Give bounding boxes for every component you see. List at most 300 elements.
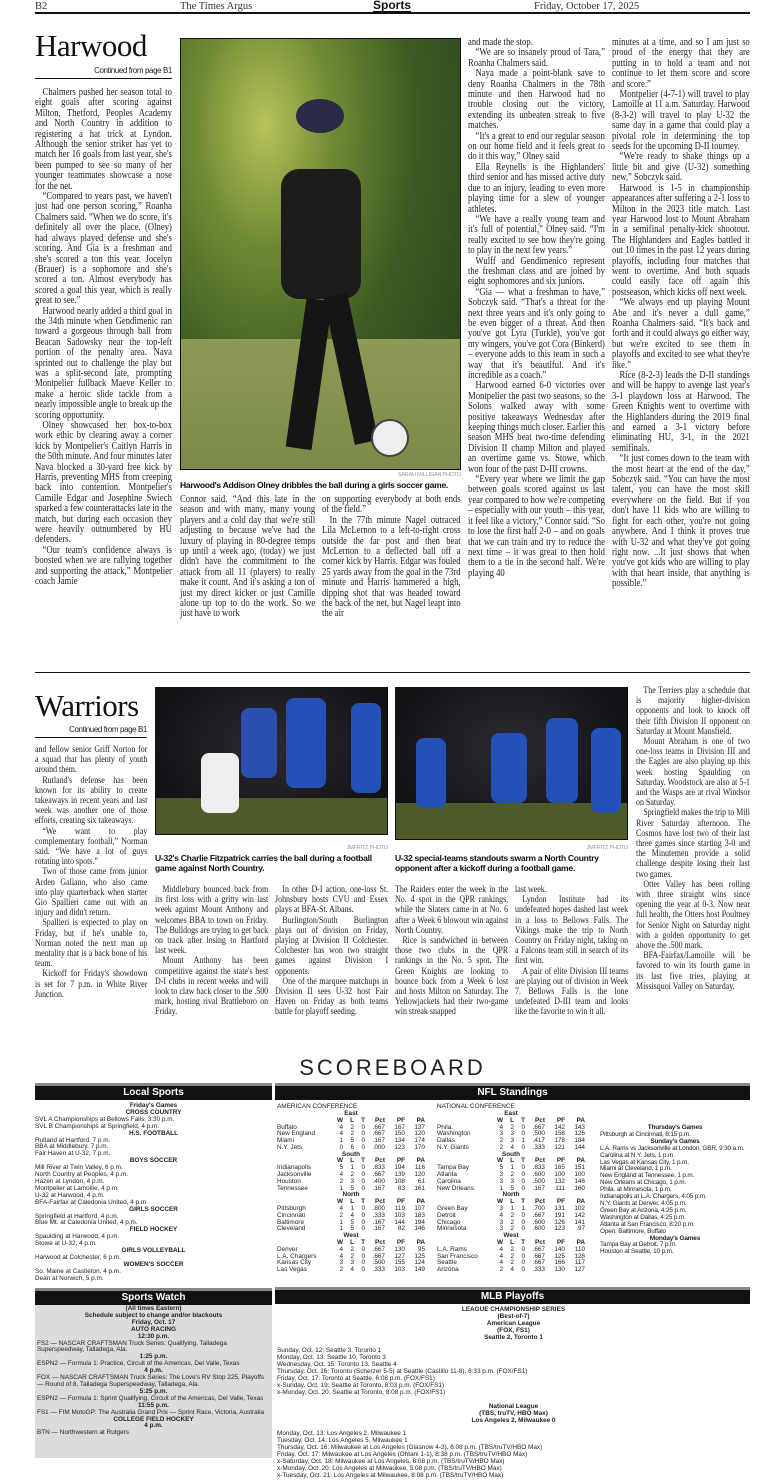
paragraph: Wulff and Gendimenico represent the freshman class and are joined by eight sophomores and six juniors. bbox=[468, 255, 605, 288]
continued-from: Continued from page B1 bbox=[69, 725, 147, 734]
stat-pct: .333 bbox=[532, 1143, 545, 1151]
stat-l: 2 bbox=[350, 1123, 354, 1131]
paragraph: on supporting everybody at both ends of the field.” bbox=[322, 494, 461, 516]
stat-w: 2 bbox=[339, 1266, 343, 1274]
list-item: Carolina at N.Y. Jets, 1 p.m. bbox=[600, 1151, 675, 1159]
nfc-standings bbox=[437, 1104, 589, 1274]
column-header: T bbox=[521, 1116, 525, 1124]
list-item: L.A. Rams vs Jacksonville at London, GBR, 9:30 a.m. bbox=[600, 1144, 745, 1152]
list-item: U-32 at Harwood, 4 p.m. bbox=[35, 1191, 105, 1199]
list-item: BTN — Northwestern at Rutgers bbox=[37, 1429, 129, 1437]
stat-pa: 116 bbox=[414, 1164, 425, 1172]
stat-pct: .000 bbox=[372, 1143, 385, 1151]
stat-pf: 82 bbox=[397, 1225, 405, 1233]
division-name: West bbox=[503, 1232, 519, 1240]
team-name: Pittsburgh bbox=[277, 1205, 306, 1213]
list-heading: FIELD HOCKEY bbox=[129, 1226, 178, 1234]
list-item: FOX — NASCAR CRAFTSMAN Truck Series: The Love's RV Stop 225, Playoffs — Round of 8, Talladega Superspeedway, Talladega, Ala. bbox=[37, 1374, 265, 1388]
list-heading: National League bbox=[488, 1402, 539, 1410]
paragraph: Lyndon Institute had its undefeated hopes dashed last week in a loss to Bellows Falls. The Vikings make the trip to North Country on Friday night, taking on a Falcons team still in search of its first win. bbox=[515, 894, 629, 967]
stat-pf: 121 bbox=[554, 1143, 565, 1151]
conference-title: NATIONAL CONFERENCE bbox=[437, 1103, 515, 1110]
division-name: South bbox=[501, 1150, 521, 1158]
stat-l: 1 bbox=[510, 1164, 514, 1172]
stat-pct: .800 bbox=[372, 1205, 385, 1213]
column-header: T bbox=[361, 1157, 365, 1165]
issue-date: Friday, October 17, 2025 bbox=[534, 1, 640, 12]
list-item: Wednesday, Oct. 15: Toronto 13, Seattle 4 bbox=[277, 1361, 397, 1369]
team-name: Indianapolis bbox=[277, 1164, 312, 1172]
column-header: PF bbox=[396, 1239, 405, 1247]
list-item: North Country at Peoples, 4 p.m. bbox=[35, 1171, 129, 1179]
mlb-playoffs-header: MLB Playoffs bbox=[275, 1287, 750, 1304]
stat-pa: 151 bbox=[574, 1164, 585, 1172]
stat-pf: 150 bbox=[394, 1130, 405, 1138]
stat-w: 2 bbox=[499, 1266, 503, 1274]
list-heading: (FOX, FS1) bbox=[497, 1326, 530, 1334]
team-name: Chicago bbox=[437, 1218, 461, 1226]
story-column bbox=[275, 885, 388, 1018]
list-item: Blue Mt. at Caledonia United, 4 p.m. bbox=[35, 1219, 138, 1227]
football-photo-1 bbox=[155, 687, 388, 835]
list-item: x-Sunday, Oct. 19: Seattle at Toronto, 8:03 p.m. (FOX/FS1) bbox=[277, 1381, 445, 1389]
stat-l: 2 bbox=[510, 1225, 514, 1233]
stat-w: 0 bbox=[339, 1143, 343, 1151]
stat-w: 3 bbox=[339, 1259, 343, 1267]
paragraph: “It just comes down to the team with the most heart at the end of the day,” Sobczyk said. “You can have the most talent, you can have the most skill everywhere on the field. But if you don't have 11 kids who are willing to fight for each other, you're not going anywhere. And I think it proves true with U-32 and what they've got going right now. ...It just shows that when you've got kids who are willing to play with that heart inside, that anything is possible.” bbox=[612, 453, 750, 590]
stat-pa: 124 bbox=[414, 1259, 425, 1267]
team-name: Carolina bbox=[437, 1177, 461, 1185]
list-item: SVL A Championships at Bellows Falls, 3:30 p.m. bbox=[35, 1115, 175, 1123]
team-name: Tennessee bbox=[277, 1184, 308, 1192]
story-column bbox=[468, 38, 605, 579]
list-item: Harwood at Colchester, 6 p.m. bbox=[35, 1253, 121, 1261]
list-heading: WOMEN'S SOCCER bbox=[123, 1260, 184, 1268]
stat-pa: 102 bbox=[574, 1205, 585, 1213]
list-heading: LEAGUE CHAMPIONSHIP SERIES bbox=[461, 1306, 566, 1313]
team-name: Miami bbox=[277, 1137, 295, 1145]
paragraph: Rice (8-2-3) leads the D-II standings and will be happy to avenge last year's 3-1 playdown loss at Harwood. The Green Knights went to overtime with the Highlanders during the 2019 final and earned a 3-1 victory before eliminating HU, 3-1, in the 2021 semifinals. bbox=[612, 370, 750, 454]
team-name: Washington bbox=[437, 1130, 471, 1138]
list-item: Tuesday, Oct. 14: Los Angeles 5, Milwaukee 1 bbox=[277, 1437, 408, 1445]
stat-t: 0 bbox=[521, 1225, 525, 1233]
team-row bbox=[277, 1267, 425, 1274]
list-item: Stowe at U-32, 4 p.m. bbox=[35, 1240, 97, 1248]
story-headline: Warriors bbox=[35, 688, 139, 723]
stat-pf: 130 bbox=[394, 1245, 405, 1253]
paragraph: A pair of elite Division III teams are playing out of division in Week 7. Bellows Falls is the lone undefeated D-III team and looks like the favorite to win it all. bbox=[515, 965, 629, 1018]
stat-l: 2 bbox=[350, 1171, 354, 1179]
stat-w: 4 bbox=[339, 1252, 343, 1260]
stat-t: 0 bbox=[361, 1143, 365, 1151]
stat-w: 3 bbox=[499, 1171, 503, 1179]
stat-t: 0 bbox=[361, 1177, 365, 1185]
nfl-standings-header: NFL Standings bbox=[275, 1083, 750, 1100]
column-header: PF bbox=[396, 1198, 405, 1206]
list-heading: (All times Eastern) bbox=[125, 1305, 182, 1312]
list-item: Hazen at Lyndon, 4 p.m. bbox=[35, 1177, 105, 1185]
column-header: L bbox=[510, 1116, 514, 1124]
list-item: So. Maine at Castleton, 4 p.m. bbox=[35, 1267, 121, 1275]
stat-t: 1 bbox=[521, 1137, 525, 1145]
division-name: West bbox=[343, 1232, 359, 1240]
stat-t: 0 bbox=[361, 1266, 365, 1274]
column-header: PA bbox=[576, 1116, 585, 1124]
column-header: W bbox=[336, 1157, 343, 1165]
stat-pf: 165 bbox=[554, 1164, 565, 1172]
paragraph: Rice is sandwiched in between those two clubs in the QPR rankings in the No. 5 spot. The Green Knights are looking to bounce back from a Week 6 lost and hosts Milton on Saturday. The Yellowjackets had their two-game win streak snapped bbox=[395, 935, 509, 1018]
stat-pa: 137 bbox=[414, 1123, 425, 1131]
column-header: T bbox=[521, 1239, 525, 1247]
photo-caption: U-32 special-teams standouts swarm a North Country opponent after a kickoff during a football game. bbox=[395, 853, 599, 873]
story-column bbox=[612, 38, 750, 590]
stat-t: 0 bbox=[521, 1252, 525, 1260]
stat-pa: 194 bbox=[414, 1218, 425, 1226]
story-headline: Harwood bbox=[35, 28, 147, 63]
player bbox=[416, 738, 446, 808]
stat-pct: .667 bbox=[372, 1245, 385, 1253]
paragraph: Rutland's defense has been known for its ability to create takeaways in recent years and last week was another one of those efforts, creating six takeaways. bbox=[35, 774, 148, 827]
stat-pf: 142 bbox=[554, 1123, 565, 1131]
list-item: New Orleans at Chicago, 1 p.m. bbox=[600, 1179, 687, 1187]
stat-w: 4 bbox=[499, 1123, 503, 1131]
stat-pct: .400 bbox=[372, 1177, 385, 1185]
list-item: Las Vegas at Kansas City, 1 p.m. bbox=[600, 1158, 689, 1166]
stat-pf: 191 bbox=[554, 1211, 565, 1219]
stat-l: 2 bbox=[510, 1171, 514, 1179]
paragraph: and fellow senior Griff Norton for a squad that has plenty of youth around them. bbox=[35, 744, 148, 776]
paragraph: Mount Abraham is one of two one-loss teams in Division III and the Eagles are also playing up this week hosting Spaulding on Saturday. Woodstock are also at 5-1 and the Wasps are at rival Windsor on Saturday. bbox=[636, 736, 750, 809]
stat-pf: 167 bbox=[394, 1123, 405, 1131]
stat-pct: .700 bbox=[532, 1205, 545, 1213]
list-heading: 12:30 p.m. bbox=[137, 1332, 170, 1340]
column-header: PA bbox=[416, 1157, 425, 1165]
stat-w: 4 bbox=[339, 1205, 343, 1213]
stat-w: 1 bbox=[339, 1184, 343, 1192]
list-item: Friday, Oct. 17: Toronto at Seattle, 6:08 p.m. (FOX/FS1) bbox=[277, 1375, 435, 1383]
paragraph: The Raiders enter the week in the No. 4 spot in the QPR rankings, while the Slaters came in at No. 6 after a Week 6 blowout win against North Country. bbox=[395, 884, 509, 936]
list-item: N.Y. Giants at Denver, 4:05 p.m. bbox=[600, 1199, 687, 1207]
stat-pa: 146 bbox=[414, 1225, 425, 1233]
column-header: L bbox=[350, 1157, 354, 1165]
sports-watch-header: Sports Watch bbox=[35, 1288, 272, 1305]
stat-w: 2 bbox=[499, 1137, 503, 1145]
stat-pa: 141 bbox=[574, 1218, 585, 1226]
list-item: ESPN2 — Formula 1: Practice, Circuit of the Americas, Del Valle, Texas bbox=[37, 1360, 240, 1368]
column-header: L bbox=[350, 1116, 354, 1124]
list-item: x-Monday, Oct. 20: Seattle at Toronto, 8:08 p.m. (FOX/FS1) bbox=[277, 1388, 446, 1396]
list-item: x-Tuesday, Oct. 21: Los Angeles at Milwaukee, 8:08 p.m. (TBS/truTV/HBO Max) bbox=[277, 1471, 504, 1479]
paragraph: Naya made a point-blank save to deny Roanha Chalmers in the 78th minute and then Harwood had no trouble closing out the victory, extending its unbeaten streak to five matches. bbox=[468, 68, 605, 132]
continued-from: Continued from page B1 bbox=[94, 66, 172, 75]
photo-credit: JMFRITZ PHOTO bbox=[346, 845, 388, 851]
team-name: L.A. Chargers bbox=[277, 1252, 317, 1260]
stat-w: 4 bbox=[499, 1259, 503, 1267]
column-header: T bbox=[361, 1239, 365, 1247]
stat-pa: 126 bbox=[574, 1130, 585, 1138]
list-heading: BOYS SOCCER bbox=[129, 1157, 178, 1165]
list-heading: 4 p.m. bbox=[144, 1422, 163, 1430]
stat-pct: .500 bbox=[532, 1177, 545, 1185]
list-heading: Sunday's Games bbox=[650, 1137, 700, 1145]
list-heading: 1:25 p.m. bbox=[139, 1353, 168, 1361]
list-heading: GIRLS SOCCER bbox=[129, 1205, 178, 1213]
local-sports-header: Local Sports bbox=[35, 1083, 272, 1100]
list-item: BFA-Fairfax at Caledonia United, 4 p.m. bbox=[35, 1198, 148, 1206]
stat-pa: 174 bbox=[414, 1137, 425, 1145]
stat-pa: 117 bbox=[574, 1259, 585, 1267]
stat-w: 4 bbox=[499, 1252, 503, 1260]
stat-pct: .167 bbox=[372, 1225, 385, 1233]
soccer-ball bbox=[371, 419, 409, 457]
stat-t: 0 bbox=[361, 1245, 365, 1253]
photo-caption: U-32's Charlie Fitzpatrick carries the ball during a football game against North Country. bbox=[155, 853, 372, 873]
stat-l: 2 bbox=[510, 1259, 514, 1267]
list-item: Miami at Cleveland, 1 p.m. bbox=[600, 1165, 672, 1173]
stat-t: 0 bbox=[521, 1164, 525, 1172]
team-name: Houston bbox=[277, 1177, 301, 1185]
team-name: Green Bay bbox=[437, 1205, 468, 1213]
team-name: Dallas bbox=[437, 1137, 455, 1145]
stat-pf: 178 bbox=[554, 1137, 565, 1145]
column-header: PA bbox=[416, 1116, 425, 1124]
stat-w: 3 bbox=[499, 1130, 503, 1138]
story-column bbox=[155, 885, 268, 1018]
team-name: N.Y. Giants bbox=[437, 1143, 469, 1151]
list-heading: CROSS COUNTRY bbox=[125, 1108, 182, 1116]
stat-t: 0 bbox=[521, 1218, 525, 1226]
stat-pct: .833 bbox=[372, 1164, 385, 1172]
stat-t: 0 bbox=[361, 1137, 365, 1145]
list-item: Friday, Oct. 17: Milwaukee at Los Angeles (Ohtani 1-1), 8:38 p.m. (TBS/truTV/HBO Max) bbox=[277, 1451, 528, 1459]
stat-t: 0 bbox=[521, 1184, 525, 1192]
division-name: East bbox=[344, 1109, 358, 1117]
stat-t: 0 bbox=[521, 1171, 525, 1179]
stat-w: 2 bbox=[339, 1177, 343, 1185]
photo-credit: JMFRITZ PHOTO bbox=[586, 845, 628, 851]
stat-pa: 170 bbox=[414, 1143, 425, 1151]
stat-pa: 128 bbox=[574, 1252, 585, 1260]
stat-pf: 166 bbox=[554, 1259, 565, 1267]
division-name: South bbox=[341, 1150, 361, 1158]
stat-pct: .500 bbox=[532, 1130, 545, 1138]
story-column bbox=[322, 495, 461, 620]
paragraph: Otter Valley has been rolling with three straight wins since opening the year at 0-3. Now near full health, the Otters host Poultney for Senior Night on Saturday night with a golden opportunity to get above the .500 mark. bbox=[636, 878, 750, 952]
stat-pct: .333 bbox=[372, 1211, 385, 1219]
story-column bbox=[180, 495, 315, 620]
masthead-rule bbox=[35, 12, 750, 14]
division-name: North bbox=[342, 1191, 360, 1199]
stat-pa: 160 bbox=[574, 1184, 585, 1192]
stat-pa: 149 bbox=[414, 1266, 425, 1274]
paragraph: Harwood is 1-5 in championship appearances after suffering a 2-1 loss to Milton in the 2023 title match. Last year Harwood lost to Mount Abraham in a semifinal penalty-kick shootout. The Highlanders and Eagles battled it out 10 times in the past 12 years during playoffs, including four matches that went to overtime. And both squads could easily face off again this postseason, which kicks off next week. bbox=[612, 182, 750, 298]
stat-pf: 123 bbox=[394, 1143, 405, 1151]
stat-t: 0 bbox=[361, 1205, 365, 1213]
column-header: PA bbox=[416, 1198, 425, 1206]
stat-pct: .417 bbox=[532, 1137, 545, 1145]
stat-t: 0 bbox=[361, 1252, 365, 1260]
stat-w: 3 bbox=[499, 1177, 503, 1185]
paragraph: and made the stop. bbox=[468, 37, 533, 48]
column-header: Pct bbox=[535, 1198, 545, 1206]
list-item: New England at Tennessee, 1 p.m. bbox=[600, 1172, 695, 1180]
stat-pct: .167 bbox=[372, 1184, 385, 1192]
paragraph: In the 77th minute Nagel outraced Lila McLernon to a left-to-right cross outside the far post and then beat McLernon to a deflected ball off a corner kick by Harris. Edgar was fouled 25 yards away from the goal in the 73rd minute and Harris hammered a high, dipping shot that was headed toward the back of the net, but Nagel leapt into the air bbox=[322, 514, 461, 620]
stat-pf: 100 bbox=[554, 1171, 565, 1179]
list-item: Springfield at Hartford, 4 p.m. bbox=[35, 1212, 119, 1220]
column-header: L bbox=[350, 1198, 354, 1206]
stat-l: 4 bbox=[510, 1143, 514, 1151]
stat-pf: 108 bbox=[394, 1177, 405, 1185]
stat-t: 0 bbox=[361, 1211, 365, 1219]
team-name: Arizona bbox=[437, 1266, 459, 1274]
stat-w: 4 bbox=[339, 1171, 343, 1179]
stat-pa: 184 bbox=[574, 1137, 585, 1145]
list-item: Monday, Oct. 13: Seattle 10, Toronto 3 bbox=[277, 1354, 386, 1362]
headline-rule bbox=[35, 78, 172, 79]
stat-pf: 132 bbox=[554, 1177, 565, 1185]
nfl-schedule bbox=[600, 1125, 750, 1256]
stat-pf: 144 bbox=[394, 1218, 405, 1226]
list-item: Atlanta at San Francisco, 8:20 p.m. bbox=[600, 1220, 695, 1228]
column-header: L bbox=[350, 1239, 354, 1247]
mlb-playoffs-list bbox=[277, 1307, 750, 1480]
column-header: PF bbox=[396, 1157, 405, 1165]
paragraph: Montpelier (4-7-1) will travel to play Lamoille at 11 a.m. Saturday. Harwood (8-3-2) will travel to play U-32 the same day in a game that could play a pivotal role in determining the top seeds for the upcoming D-II tourney. bbox=[612, 89, 750, 153]
stat-pf: 131 bbox=[554, 1205, 565, 1213]
column-header: Pct bbox=[535, 1157, 545, 1165]
stat-l: 2 bbox=[350, 1130, 354, 1138]
column-header: W bbox=[496, 1157, 503, 1165]
stat-pct: .167 bbox=[532, 1184, 545, 1192]
afc-table bbox=[277, 1111, 425, 1274]
stat-pa: 120 bbox=[414, 1130, 425, 1138]
stat-pa: 142 bbox=[574, 1211, 585, 1219]
stat-pf: 125 bbox=[554, 1252, 565, 1260]
stat-t: 0 bbox=[521, 1177, 525, 1185]
list-heading: Thursday's Games bbox=[647, 1124, 703, 1131]
stat-w: 4 bbox=[339, 1245, 343, 1253]
column-header: T bbox=[521, 1157, 525, 1165]
paragraph: “Compared to years past, we haven't just had one person scoring,” Roanha Chalmers said. “When we do score, it's definitely all over the place. (Olney) had always played defense and she's scoring. And Gia is a freshman and she's scored a ton this year. Jocelyn (Brauer) is a sophomore and she's scored a ton. Almost everybody has scored a goal this year, which is really great to see.” bbox=[35, 191, 172, 307]
page-number: B2 bbox=[35, 1, 48, 12]
stat-l: 2 bbox=[350, 1252, 354, 1260]
team-name: Cincinnati bbox=[277, 1211, 306, 1219]
column-header: PA bbox=[576, 1239, 585, 1247]
list-item: Thursday, Oct. 16: Milwaukee at Los Angeles (Glasnow 4-3), 6:08 p.m. (TBS/truTV/HBO Max) bbox=[277, 1444, 543, 1452]
list-item: Phila. at Minnesota, 1 p.m. bbox=[600, 1186, 672, 1194]
football-photo-2 bbox=[395, 687, 628, 840]
paragraph: “We want to play complementary football,” Norman said. “We have a lot of guys rotating into spots.” bbox=[35, 825, 148, 868]
list-item: Spaulding at Harwood, 4 p.m. bbox=[35, 1233, 120, 1241]
column-header: PA bbox=[576, 1157, 585, 1165]
paragraph: BFA-Fairfax/Lamoille will be favored to win its fourth game in its last five tries, playing at Missisquoi Valley on Saturday. bbox=[636, 950, 750, 992]
column-header: W bbox=[496, 1198, 503, 1206]
stat-pct: .833 bbox=[532, 1164, 545, 1172]
stat-pa: 120 bbox=[414, 1171, 425, 1179]
stat-pct: .500 bbox=[372, 1259, 385, 1267]
paragraph: Connor said. “And this late in the season and with many, many young players and a cold day that we're still adjusting to because we've had the luxury of playing in 80-degree temps up until a week ago, (today) we just didn't have the commitment to the attack from all 11 (players) to really make it count. And it's asking a ton of just my direct kicker or just Camille alone up top to do the work. So we just have to work bbox=[180, 494, 316, 620]
paragraph: Burlington/South Burlington plays out of division on Friday, playing at Division II Colchester. Colchester has won two straight games against Division I opponents. bbox=[275, 914, 389, 977]
list-item: Mill River at Twin Valley, 6 p.m. bbox=[35, 1164, 123, 1172]
list-item: x-Monday, Oct. 20: Los Angeles at Milwaukee, 5:08 p.m. (TBS/truTV/HBO Max) bbox=[277, 1464, 502, 1472]
paragraph: Olney showcased her box-to-box work ethic by clearing away a corner kick by Montpelier's Caitlyn Harris in the 50th minute. And four minutes later Nava blocked a 30-yard free kick by Harris, preventing MHS from creeping back into contention. Montpelier's Camille Edgar and Josephine Swiech sparked a few counterattacks late in the match, but during each occasion they were heavily outnumbered by HU defenders. bbox=[35, 420, 172, 546]
team-name: Denver bbox=[277, 1245, 298, 1253]
list-item: Washington at Dallas, 4:25 p.m. bbox=[600, 1213, 686, 1221]
stat-w: 4 bbox=[339, 1123, 343, 1131]
stat-l: 5 bbox=[350, 1184, 354, 1192]
paragraph: Mount Anthony has been competitive against the state's best D-I clubs in recent weeks and will look to claw back closer to the .500 mark, hosting rival Brattleboro on Friday. bbox=[155, 955, 269, 1018]
stat-pa: 110 bbox=[574, 1245, 585, 1253]
stat-pct: .667 bbox=[532, 1245, 545, 1253]
story-column bbox=[636, 686, 750, 992]
stat-pf: 130 bbox=[554, 1266, 565, 1274]
stat-pa: 97 bbox=[577, 1225, 585, 1233]
stat-w: 5 bbox=[499, 1164, 503, 1172]
team-row bbox=[437, 1267, 585, 1274]
story-column bbox=[35, 745, 147, 1000]
stat-pf: 119 bbox=[394, 1205, 405, 1213]
stat-pct: .167 bbox=[372, 1137, 385, 1145]
stat-t: 0 bbox=[361, 1184, 365, 1192]
list-heading: 4 p.m. bbox=[144, 1367, 163, 1375]
stat-l: 3 bbox=[510, 1130, 514, 1138]
column-header: Pct bbox=[375, 1116, 385, 1124]
paragraph: One of the marquee matchups in Division II sees U-32 host Fair Haven on Friday as both teams battle for playoff seeding. bbox=[275, 975, 389, 1018]
stat-t: 0 bbox=[361, 1259, 365, 1267]
sports-watch-list bbox=[35, 1305, 272, 1458]
column-header: PA bbox=[576, 1198, 585, 1206]
list-heading: American League bbox=[486, 1319, 541, 1327]
column-header: W bbox=[336, 1116, 343, 1124]
stat-pf: 127 bbox=[394, 1252, 405, 1260]
column-header: Pct bbox=[375, 1239, 385, 1247]
stat-pf: 140 bbox=[554, 1245, 565, 1253]
paragraph: minutes at a time, and so I am just so proud of the energy that they are putting in to hold a team and not continue to let them score and score and score.” bbox=[612, 37, 750, 90]
team-name: L.A. Rams bbox=[437, 1245, 467, 1253]
column-header: T bbox=[521, 1198, 525, 1206]
stat-pf: 103 bbox=[394, 1266, 405, 1274]
paragraph: Kickoff for Friday's showdown is set for 7 p.m. in White River Junction. bbox=[35, 968, 148, 1000]
paragraph: “Our team's confidence always is boosted when we are rallying together and supporting the attack,” Montpelier coach Jamie bbox=[35, 544, 172, 588]
stat-pa: 161 bbox=[414, 1184, 425, 1192]
stat-t: 0 bbox=[521, 1123, 525, 1131]
stat-pf: 126 bbox=[554, 1218, 565, 1226]
column-header: PF bbox=[556, 1157, 565, 1165]
stat-w: 1 bbox=[499, 1184, 503, 1192]
stat-l: 1 bbox=[350, 1164, 354, 1172]
stat-l: 5 bbox=[350, 1137, 354, 1145]
list-heading: Los Angeles 2, Milwaukee 0 bbox=[471, 1416, 556, 1424]
list-heading: Schedule subject to change and/or blackouts bbox=[84, 1311, 223, 1319]
nfc-table bbox=[437, 1111, 585, 1274]
division-name: East bbox=[504, 1109, 518, 1117]
paragraph: “Every year where we limit the gap between goals scored against us last year compared to how we're competing – especially with our youth – this year, it feel like a victory,” Connor said. “So to lose the first half 2-0 – and on goals that we can train and try to reduce the next time – it was great to then hold them to a tie in the second half. We're playing 40 bbox=[468, 474, 605, 579]
player bbox=[491, 733, 527, 803]
list-item: SVL B Championships at Springfield, 4 p.m. bbox=[35, 1122, 160, 1130]
list-heading: (Best-of-7) bbox=[497, 1312, 530, 1320]
stat-t: 0 bbox=[361, 1171, 365, 1179]
stat-w: 1 bbox=[339, 1225, 343, 1233]
stat-l: 3 bbox=[350, 1259, 354, 1267]
stat-pa: 127 bbox=[574, 1266, 585, 1274]
stat-pf: 158 bbox=[554, 1130, 565, 1138]
stat-pf: 155 bbox=[394, 1259, 405, 1267]
stat-t: 0 bbox=[521, 1130, 525, 1138]
list-heading: 5:25 p.m. bbox=[139, 1387, 168, 1395]
team-name: San Francisco bbox=[437, 1252, 478, 1260]
player bbox=[241, 708, 277, 778]
